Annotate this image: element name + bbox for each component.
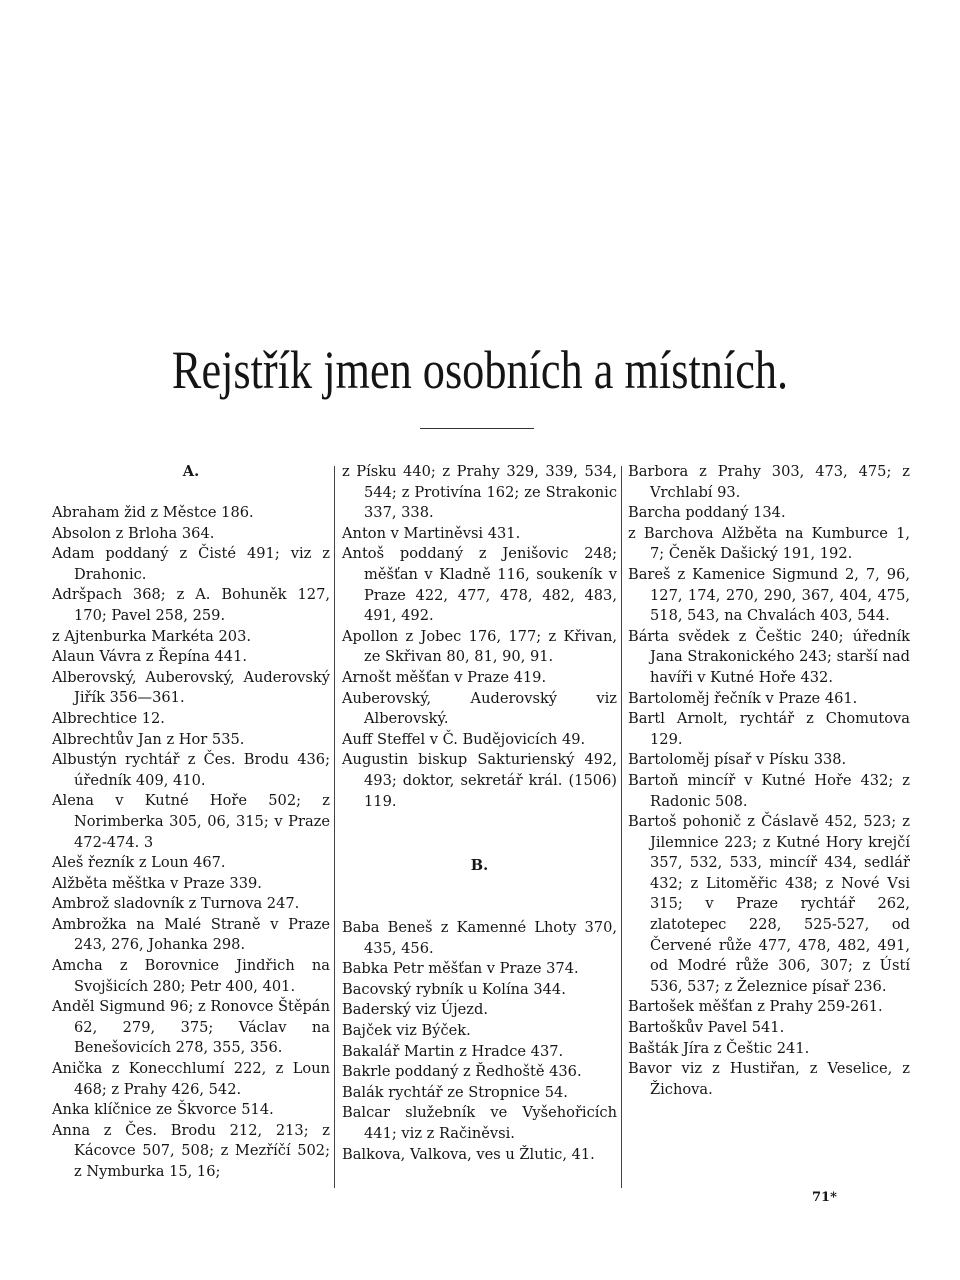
index-entry: Aleš řezník z Loun 467. — [52, 854, 226, 872]
index-entry: Albustýn rychtář z Čes. Brodu 436; úředník 409, 410. — [52, 751, 330, 789]
index-entry: Arnošt měšťan v Praze 419. — [342, 668, 547, 686]
index-entry: Alberovský, Auberovský, Auderovský Jiřík 356—361. — [52, 668, 330, 707]
index-entry: Bartoškův Pavel 541. — [628, 1019, 785, 1037]
index-entry: Adam poddaný z Čisté 491; viz z Drahonic. — [52, 545, 330, 583]
index-entry: Balcar služebník ve Vyšehořicích 441; viz z Račiněvsi. — [342, 1104, 617, 1143]
index-entry: Auff Steffel v Č. Budějovicích 49. — [342, 730, 586, 748]
index-entry: Baderský viz Újezd. — [342, 1001, 488, 1019]
index-entry: Ambrož sladovník z Turnova 247. — [52, 895, 300, 913]
index-entry: Bareš z Kamenice Sigmund 2, 7, 96, 127, 174, 270, 290, 367, 404, 475, 518, 543, na Chvalách 403, 544. — [628, 565, 910, 625]
index-column-3 — [628, 462, 910, 1100]
index-entry: z Barchova Alžběta na Kumburce 1, 7; Čeněk Dašický 191, 192. — [628, 524, 910, 563]
index-entry: Amcha z Borovnice Jindřich na Svojšicích 280; Petr 400, 401. — [52, 957, 330, 995]
section-letter: A. — [182, 463, 200, 480]
index-entry: Auberovský, Auderovský viz Alberovský. — [342, 689, 617, 728]
index-entry: Ambrožka na Malé Straně v Praze 243, 276, Johanka 298. — [52, 915, 330, 954]
column-divider — [334, 466, 335, 1188]
index-entry: Babka Petr měšťan v Praze 374. — [342, 960, 579, 978]
index-entry: Alena v Kutné Hoře 502; z Norimberka 305, 06, 315; v Praze 472-474. 3 — [52, 792, 330, 851]
index-entry: Balkova, Valkova, ves u Žlutic, 41. — [342, 1145, 595, 1163]
index-entry: Bárta svědek z Češtic 240; úředník Jana Strakonického 243; starší nad havíři v Kutné Hoře 432. — [628, 627, 910, 686]
title-divider — [420, 428, 534, 429]
index-entry: Apollon z Jobec 176, 177; z Křivan, ze Skřivan 80, 81, 90, 91. — [342, 627, 617, 666]
index-entry: Anka klíčnice ze Škvorce 514. — [52, 1101, 274, 1119]
index-entry: Bavor viz z Hustiřan, z Veselice, z Žichova. — [628, 1060, 910, 1098]
index-entry: Balák rychtář ze Stropnice 54. — [342, 1083, 568, 1101]
index-entry: Albrechtice 12. — [52, 709, 165, 727]
page-number: 71* — [812, 1190, 837, 1205]
column-divider — [621, 466, 622, 1188]
page-title: Rejstřík jmen osobních a místních. — [171, 340, 789, 400]
index-entry: Bartoš pohonič z Čáslavě 452, 523; z Jilemnice 223; z Kutné Hory krejčí 357, 532, 533, mincíř 434, sedlář 432; z Litoměřic 438; z Nové Vsi 315; v Praze rychtář 262, zlatotepec 228, 525-527, od Červené růže 477, 478, 482, 491, od Modré růže 306, 307; z Ústí 536, 537; z Železnice písař 236. — [628, 813, 910, 995]
index-entry: Augustin biskup Sakturienský 492, 493; doktor, sekretář král. (1506) 119. — [342, 751, 617, 810]
index-entry: z Písku 440; z Prahy 329, 339, 534, 544; z Protivína 162; ze Strakonic 337, 338. — [342, 463, 617, 522]
index-entry: Bacovský rybník u Kolína 344. — [342, 980, 566, 998]
index-entry: Bakrle poddaný z Ředhoště 436. — [342, 1063, 582, 1081]
index-entry: Bartoloměj písař v Písku 338. — [628, 751, 847, 769]
index-entry: Bakalář Martin z Hradce 437. — [342, 1042, 564, 1060]
index-entry: Baba Beneš z Kamenné Lhoty 370, 435, 456. — [342, 919, 617, 957]
index-entry: Albrechtův Jan z Hor 535. — [52, 730, 245, 748]
index-entry: Abraham žid z Městce 186. — [52, 504, 254, 521]
index-entry: Bartl Arnolt, rychtář z Chomutova 129. — [628, 710, 910, 748]
index-entry: Barcha poddaný 134. — [628, 504, 786, 522]
index-entry: Alaun Vávra z Řepína 441. — [52, 648, 247, 666]
index-entry: Bartoň mincíř v Kutné Hoře 432; z Radonic 508. — [628, 771, 910, 810]
index-entry: Bartošek měšťan z Prahy 259-261. — [628, 998, 883, 1016]
index-entry: Anděl Sigmund 96; z Ronovce Štěpán 62, 279, 375; Václav na Benešovicích 278, 355, 356. — [52, 998, 330, 1057]
index-entry: Barbora z Prahy 303, 473, 475; z Vrchlabí 93. — [628, 463, 910, 501]
index-entry: Alžběta měštka v Praze 339. — [52, 874, 262, 892]
index-entry: Anton v Martiněvsi 431. — [342, 524, 521, 542]
section-letter: B. — [470, 857, 489, 875]
index-entry: z Ajtenburka Markéta 203. — [52, 627, 251, 645]
index-entry: Antoš poddaný z Jenišovic 248; měšťan v Kladně 116, soukeník v Praze 422, 477, 478, 482, 483, 491, 492. — [342, 545, 617, 625]
index-entry: Anička z Konecchlumí 222, z Loun 468; z Prahy 426, 542. — [52, 1060, 330, 1098]
index-entry: Bartoloměj řečník v Praze 461. — [628, 689, 858, 707]
index-entry: Absolon z Brloha 364. — [52, 524, 215, 542]
index-column-2 — [342, 462, 617, 1165]
index-column-1 — [52, 462, 330, 1183]
index-entry: Anna z Čes. Brodu 212, 213; z Kácovce 507, 508; z Mezříčí 502; z Nymburka 15, 16; — [52, 1121, 330, 1180]
index-entry: Bajček viz Býček. — [342, 1022, 471, 1040]
index-entry: Adršpach 368; z A. Bohuněk 127, 170; Pavel 258, 259. — [52, 586, 330, 624]
index-entry: Bašták Jíra z Češtic 241. — [628, 1039, 810, 1057]
